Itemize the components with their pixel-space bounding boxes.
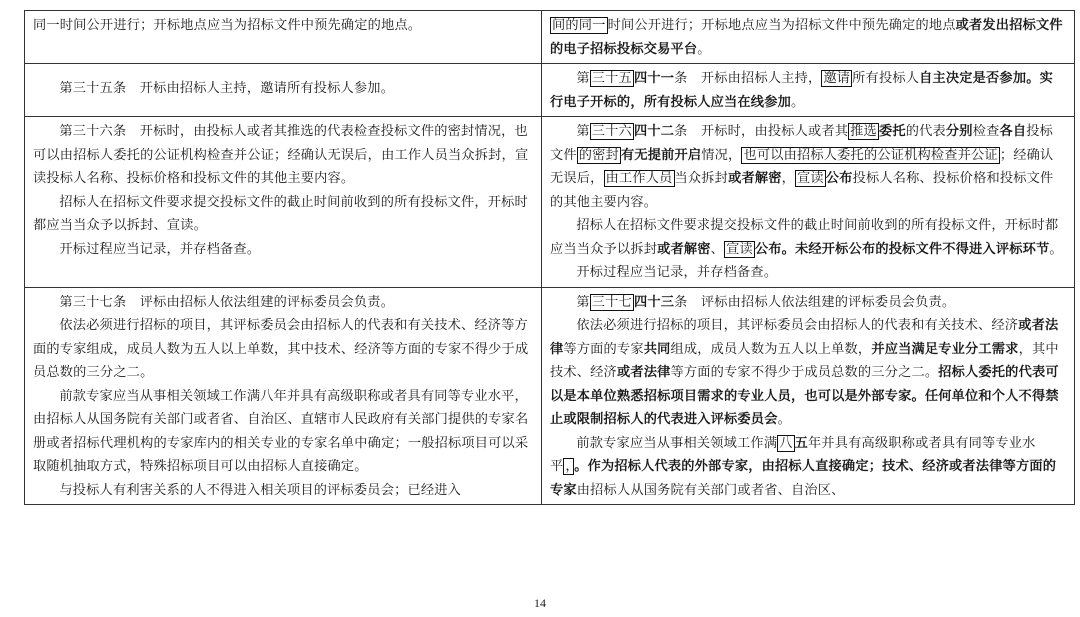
added-text: 分别 xyxy=(945,124,973,139)
text-segment: 。 xyxy=(1049,241,1063,257)
new-paragraph xyxy=(550,14,1066,61)
old-text-cell xyxy=(25,117,542,288)
text-segment: 等方面的专家 xyxy=(563,341,644,357)
text-segment: 前款专家应当从事相关领域工作满 xyxy=(576,435,778,451)
added-text: 或者发出招标文件的电子招标投标交易平台 xyxy=(550,18,1063,57)
new-text-cell xyxy=(542,287,1075,505)
text-segment: 、 xyxy=(710,241,725,257)
text-segment: 组成，成员人数为五人以上单数， xyxy=(670,341,872,357)
deleted-text-box: 也可以由招标人委托的公证机构检查并公证 xyxy=(743,147,998,163)
added-text: 或者法律 xyxy=(616,365,671,380)
text-segment: 条 开标由招标人主持， xyxy=(674,71,822,86)
new-text-cell xyxy=(542,117,1075,288)
added-text: 五 xyxy=(794,435,808,451)
added-text: 委托 xyxy=(878,124,906,139)
deleted-text-box: 三十六 xyxy=(591,124,632,139)
deleted-text-box: 宣读 xyxy=(797,171,824,186)
text-segment: 条 开标时，由投标人或者其 xyxy=(674,124,849,139)
added-text: 公布。未经开标公布的投标文件不得进入评标环节 xyxy=(754,241,1050,257)
deleted-text-box: 由工作人员 xyxy=(605,171,673,186)
old-text-cell xyxy=(25,11,542,64)
old-text-cell xyxy=(25,64,542,117)
text-segment: 第 xyxy=(576,124,590,139)
text-segment: 的代表 xyxy=(905,124,946,139)
old-paragraph: 同一时间公开进行；开标地点应当为招标文件中预先确定的地点。 xyxy=(33,18,422,33)
deleted-text-box: 八 xyxy=(779,435,793,451)
deleted-text-box: 间的同一 xyxy=(552,18,606,33)
added-text: 或者解密 xyxy=(657,241,711,257)
text-segment: 等方面的专家不得少于成员总数的三分之二。 xyxy=(670,365,939,380)
text-segment: 第 xyxy=(576,71,590,86)
new-paragraph xyxy=(550,261,1066,285)
table-row xyxy=(25,64,1075,117)
added-text: 并应当满足专业分工需求 xyxy=(871,341,1019,357)
text-segment: 投标人名称、投标价格和投标文件的其他主要内容。 xyxy=(550,171,1054,210)
text-segment: 第 xyxy=(576,294,590,310)
page-number: 14 xyxy=(534,596,546,610)
text-segment: ；经确认无误后， xyxy=(550,147,1054,186)
text-segment: 依法必须进行招标的项目，其评标委员会由招标人的代表和有关技术、经济 xyxy=(576,318,1019,333)
new-paragraph xyxy=(550,314,1066,432)
text-segment: 检查 xyxy=(972,124,1000,139)
text-segment: 投标文件 xyxy=(550,124,1054,163)
text-segment: ，其中技术、经济 xyxy=(550,341,1059,380)
added-text: 有无提前开启 xyxy=(620,147,702,163)
old-paragraph: 第三十五条 开标由招标人主持，邀请所有投标人参加。 xyxy=(59,81,395,96)
text-segment: ， xyxy=(781,171,796,186)
table-row xyxy=(25,117,1075,288)
text-segment: 条 评标由招标人依法组建的评标委员会负责。 xyxy=(674,294,956,310)
text-segment: 当众拆封 xyxy=(674,171,729,186)
new-paragraph xyxy=(550,214,1066,261)
old-paragraph: 第三十七条 评标由招标人依法组建的评标委员会负责。 xyxy=(59,294,395,310)
new-text-cell xyxy=(542,64,1075,117)
deleted-text-box: 三十七 xyxy=(591,294,632,310)
comparison-table xyxy=(24,10,1075,505)
old-paragraph: 第三十六条 开标时，由投标人或者其推选的代表检查投标文件的密封情况，也可以由招标人委托的公证机构检查并公证；经确认无误后，由工作人员当众拆封，宣读投标人名称、投标价格和投标文件的其他主要内容。 xyxy=(33,124,529,186)
new-paragraph xyxy=(550,120,1066,214)
deleted-text-box: 推选 xyxy=(850,124,877,139)
new-paragraph xyxy=(550,291,1066,315)
new-paragraph xyxy=(550,67,1066,114)
added-text: 四十二 xyxy=(633,124,675,139)
table-row xyxy=(25,287,1075,505)
added-text: 四十三 xyxy=(633,294,675,310)
added-text: 或者解密 xyxy=(728,171,782,186)
deleted-text-box: 三十五 xyxy=(591,71,632,86)
old-paragraph: 与投标人有利害关系的人不得进入相关项目的评标委员会；已经进入 xyxy=(59,482,462,498)
added-text: 共同 xyxy=(643,341,671,357)
old-paragraph: 招标人在招标文件要求提交投标文件的截止时间前收到的所有投标文件，开标时都应当当众予以拆封、宣读。 xyxy=(33,194,528,233)
text-segment: 。 xyxy=(790,94,805,110)
added-text: 自主决定是否参加。实行电子开标的，所有投标人应当在线参加 xyxy=(550,71,1053,110)
table-row xyxy=(25,11,1075,64)
text-segment: 情况， xyxy=(701,147,742,163)
text-segment: 招标人在招标文件要求提交投标文件的截止时间前收到的所有投标文件，开标时都应当当众予以拆封 xyxy=(550,218,1059,257)
text-segment: 。 xyxy=(777,412,791,427)
added-text: 。作为招标人代表的外部专家，由招标人直接确定；技术、经济或者法律等方面的专家 xyxy=(550,459,1057,498)
deleted-text-box: 邀请 xyxy=(823,71,851,86)
added-text: 或者法律 xyxy=(550,318,1059,357)
added-text: 招标人委托的代表可以是本单位熟悉招标项目需求的专业人员，也可以是外部专家。任何单位和个人不得禁止或限制招标人的代表进入评标委员会 xyxy=(550,365,1059,427)
text-segment: 由招标人从国务院有关部门或者省、自治区、 xyxy=(576,482,845,498)
text-segment: 开标过程应当记录，并存档备查。 xyxy=(576,265,778,280)
added-text: 各自 xyxy=(999,124,1027,139)
deleted-text-box: ， xyxy=(565,459,573,474)
text-segment: 。 xyxy=(697,41,711,57)
old-paragraph: 前款专家应当从事相关领域工作满八年并具有高级职称或者具有同等专业水平，由招标人从国务院有关部门或者省、自治区、直辖市人民政府有关部门提供的专家名册或者招标代理机构的专家库内的相关专业的专家名单中确定；一般招标项目可以采取随机抽取方式，特殊招标项目可以由招标人直接确定。 xyxy=(33,388,529,474)
old-paragraph: 开标过程应当记录，并存档备查。 xyxy=(59,241,261,257)
text-segment: 时间公开进行；开标地点应当为招标文件中预先确定的地点 xyxy=(607,18,956,33)
old-text-cell xyxy=(25,287,542,505)
deleted-text-box: 宣读 xyxy=(726,241,753,257)
text-segment: 所有投标人 xyxy=(852,71,920,86)
text-segment: 年并具有高级职称或者具有同等专业水平 xyxy=(550,435,1036,474)
added-text: 四十一 xyxy=(633,71,675,86)
deleted-text-box: 的密封 xyxy=(578,147,619,163)
old-paragraph: 依法必须进行招标的项目，其评标委员会由招标人的代表和有关技术、经济等方面的专家组成，成员人数为五人以上单数，其中技术、经济等方面的专家不得少于成员总数的三分之二。 xyxy=(33,318,529,380)
comparison-page xyxy=(24,10,1063,505)
added-text: 公布 xyxy=(825,171,853,186)
new-paragraph xyxy=(550,432,1066,503)
new-text-cell xyxy=(542,11,1075,64)
